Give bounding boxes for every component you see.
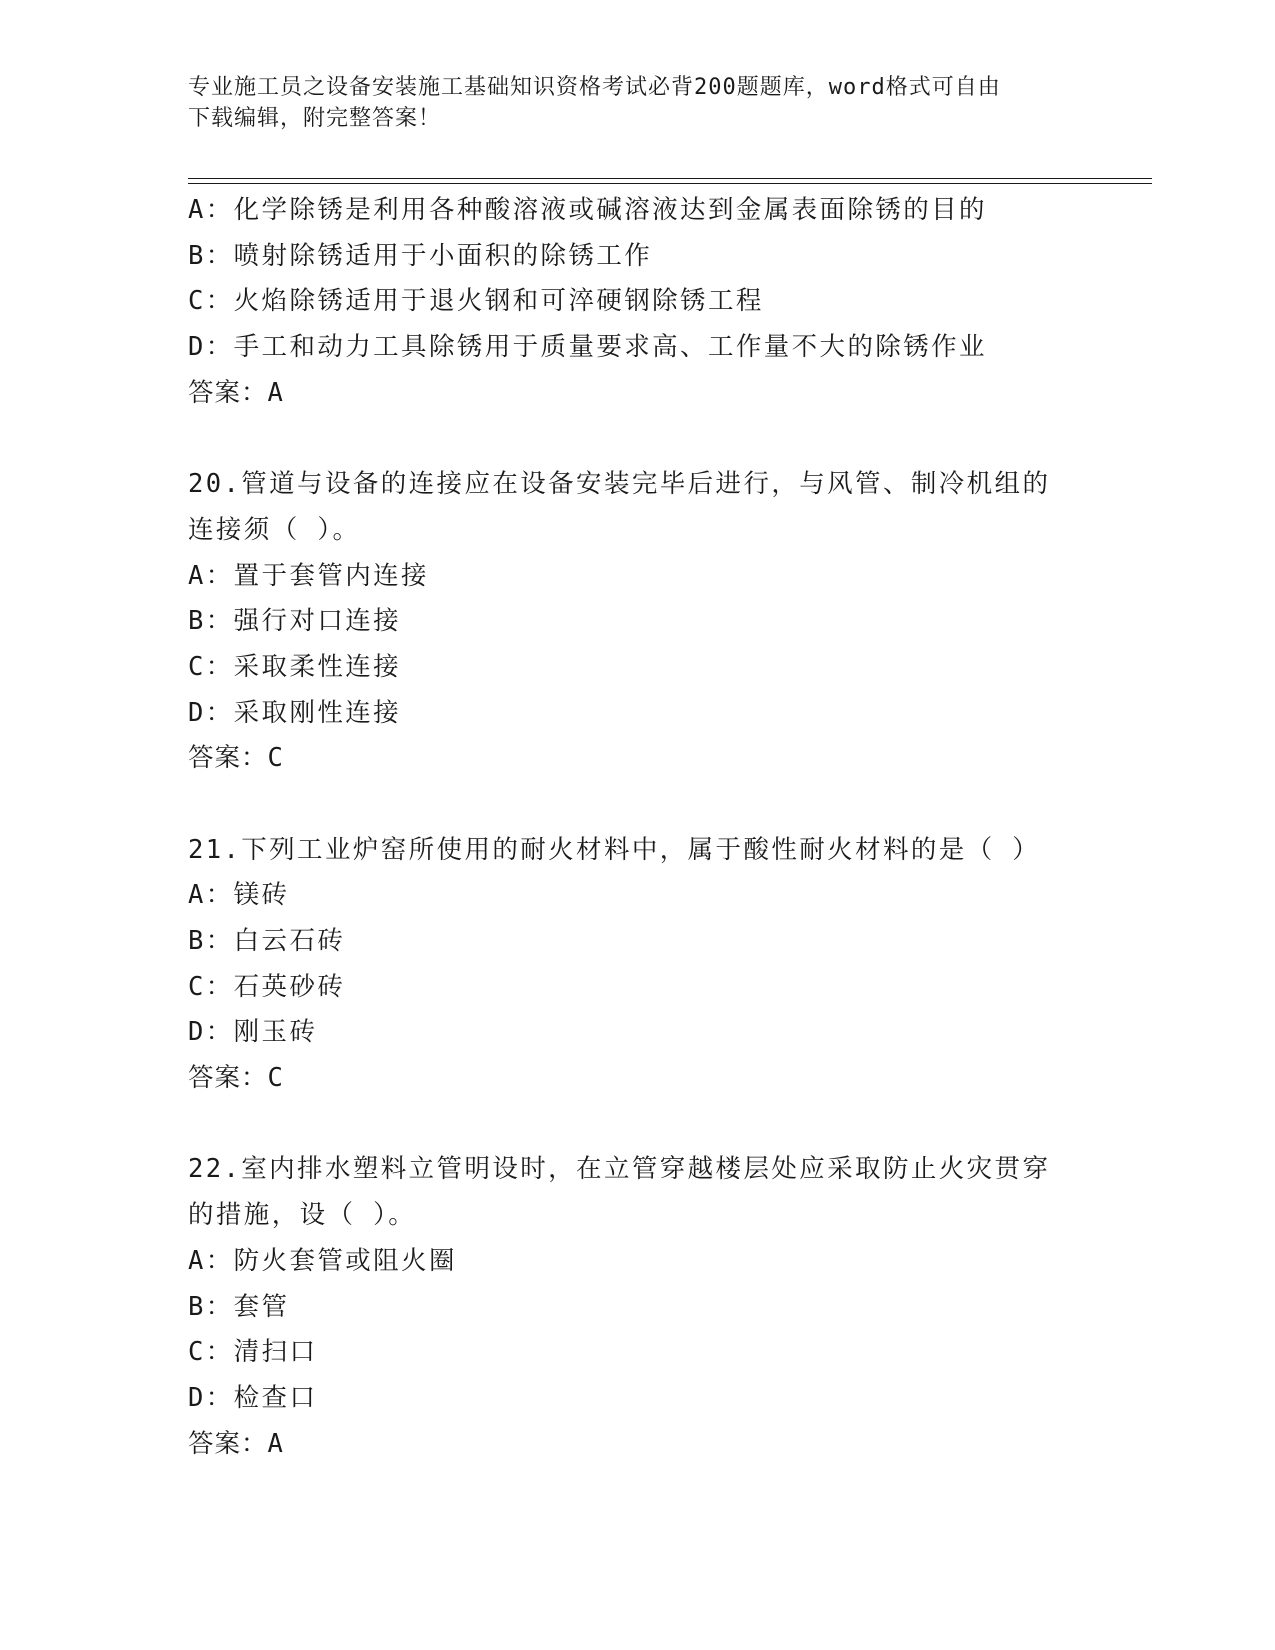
document-header: [188, 72, 1068, 134]
spacer: [188, 1102, 1108, 1148]
option-a: A：防火套管或阻火圈: [188, 1245, 457, 1276]
answer: 答案：A: [188, 1428, 284, 1459]
question-stem-continued: 连接须（ ）。: [188, 514, 361, 545]
header-line-1: 专业施工员之设备安装施工基础知识资格考试必背200题题库，word格式可自由: [188, 75, 1001, 100]
option-d: D：检查口: [188, 1382, 318, 1413]
question-stem: 20.管道与设备的连接应在设备安装完毕后进行，与风管、制冷机组的: [188, 469, 1051, 500]
question-stem: 21.下列工业炉窑所使用的耐火材料中，属于酸性耐火材料的是（ ）: [188, 834, 1041, 865]
option-a: A：置于套管内连接: [188, 560, 429, 591]
question-stem-continued: 的措施，设（ ）。: [188, 1200, 417, 1231]
option-b: B：白云石砖: [188, 926, 346, 956]
spacer: [188, 416, 1108, 462]
option-d: D：手工和动力工具除锈用于质量要求高、工作量不大的除锈作业: [188, 332, 987, 363]
answer: 答案：A: [188, 377, 284, 408]
option-b: B：套管: [188, 1291, 290, 1322]
question-22: [188, 1147, 1108, 1467]
spacer: [188, 782, 1108, 828]
option-c: C：石英砂砖: [188, 971, 346, 1002]
header-divider-top: [188, 178, 1152, 179]
answer: 答案：C: [188, 743, 284, 774]
option-a: A：化学除锈是利用各种酸溶液或碱溶液达到金属表面除锈的目的: [188, 195, 987, 225]
option-c: C：火焰除锈适用于退火钢和可淬硬钢除锈工程: [188, 286, 764, 317]
option-d: D：刚玉砖: [188, 1017, 318, 1048]
option-b: B：喷射除锈适用于小面积的除锈工作: [188, 240, 653, 271]
option-d: D：采取刚性连接: [188, 697, 402, 728]
question-list: [188, 188, 1108, 1467]
question-20: [188, 462, 1108, 782]
question-21: [188, 828, 1108, 1102]
option-c: C：清扫口: [188, 1337, 318, 1368]
option-a: A：镁砖: [188, 880, 290, 911]
question-19: [188, 188, 1108, 416]
header-line-2: 下载编辑，附完整答案！: [188, 106, 442, 131]
option-b: B：强行对口连接: [188, 606, 402, 637]
answer: 答案：C: [188, 1063, 284, 1094]
option-c: C：采取柔性连接: [188, 651, 402, 682]
question-stem: 22.室内排水塑料立管明设时，在立管穿越楼层处应采取防止火灾贯穿: [188, 1154, 1051, 1185]
header-divider-bottom: [188, 183, 1152, 184]
